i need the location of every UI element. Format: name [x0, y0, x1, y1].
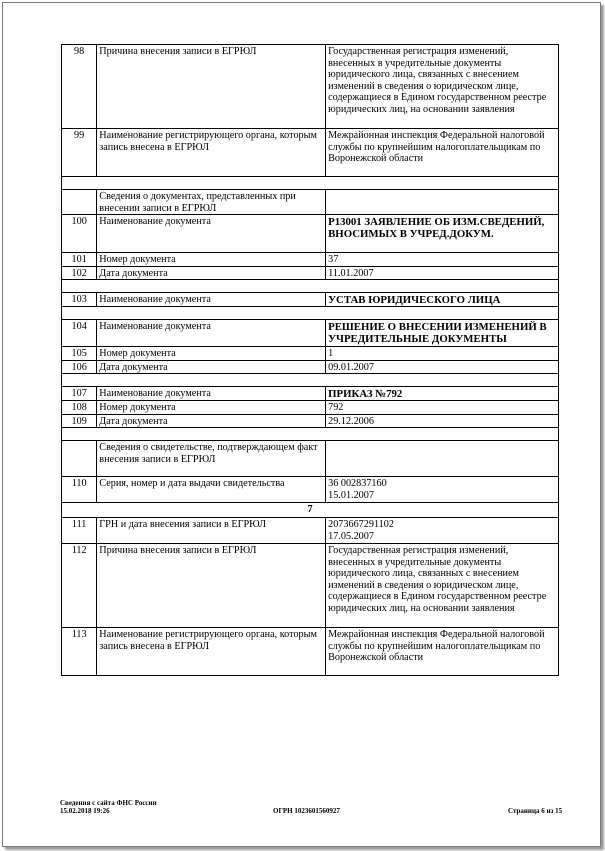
row-label: Дата документа [97, 360, 326, 374]
row-value: 29.12.2006 [326, 414, 559, 428]
row-value: Государственная регистрация изменений, внесенных в учредительные документы юридического лица, связанных с внесением изменений в сведения о юридическом лице, содержащиеся в Едином государственном реестре юридических лиц, на основании заявления [326, 544, 559, 628]
footer-source-line1: Сведения с сайта ФНС России [60, 799, 157, 807]
row-number: 103 [62, 293, 97, 307]
footer-page-number: Страница 6 из 15 [508, 807, 563, 815]
row-value: ПРИКАЗ №792 [326, 387, 559, 401]
row-number: 101 [62, 253, 97, 267]
row-number: 112 [62, 544, 97, 628]
docs-section-header: Сведения о документах, представленных при внесении записи в ЕГРЮЛ [97, 190, 326, 215]
table-row [62, 320, 559, 347]
row-number: 105 [62, 347, 97, 361]
row-value: Р13001 ЗАЯВЛЕНИЕ ОБ ИЗМ.СВЕДЕНИЙ, ВНОСИМЫХ В УЧРЕД.ДОКУМ. [326, 215, 559, 253]
grn-date: 17.05.2007 [328, 530, 374, 542]
table-row [62, 45, 559, 129]
row-label: Наименование документа [97, 215, 326, 253]
table-row [62, 414, 559, 428]
row-value: 11.01.2007 [326, 266, 559, 280]
row-value: 792 [326, 401, 559, 415]
row-value: Межрайонная инспекция Федеральной налоговой службы по крупнейшим налогоплательщикам по Воронежской области [326, 628, 559, 676]
row-value: 37 [326, 253, 559, 267]
row-label: Причина внесения записи в ЕГРЮЛ [97, 45, 326, 129]
row-number: 102 [62, 266, 97, 280]
spacer-row [62, 428, 559, 441]
row-number: 106 [62, 360, 97, 374]
row-number: 99 [62, 129, 97, 177]
table-row [62, 266, 559, 280]
row-value: РЕШЕНИЕ О ВНЕСЕНИИ ИЗМЕНЕНИЙ В УЧРЕДИТЕЛЬНЫЕ ДОКУМЕНТЫ [326, 320, 559, 347]
table-row [62, 544, 559, 628]
row-number: 108 [62, 401, 97, 415]
cert-section-header: Сведения о свидетельстве, подтверждающем факт внесения записи в ЕГРЮЛ [97, 441, 326, 477]
row-value: Государственная регистрация изменений, внесенных в учредительные документы юридического лица, связанных с внесением изменений в сведения о юридическом лице, содержащиеся в Едином государственном реестре юридических лиц, на основании заявления [326, 45, 559, 129]
table-row [62, 360, 559, 374]
row-label: Наименование документа [97, 387, 326, 401]
footer-source-line2: 15.02.2018 19:26 [60, 807, 110, 815]
table-row [62, 518, 559, 544]
row-number: 104 [62, 320, 97, 347]
egrul-table [61, 44, 559, 676]
row-number: 98 [62, 45, 97, 129]
row-label: Наименование документа [97, 320, 326, 347]
row-label: Дата документа [97, 414, 326, 428]
table-row [62, 628, 559, 676]
table-row [62, 387, 559, 401]
row-number: 107 [62, 387, 97, 401]
row-value: 1 [326, 347, 559, 361]
section-number: 7 [62, 503, 559, 518]
row-number: 110 [62, 477, 97, 503]
table-row [62, 190, 559, 215]
table-row [62, 477, 559, 503]
document-page [2, 2, 601, 847]
certificate-number: 36 002837160 [328, 478, 387, 489]
row-label: Номер документа [97, 253, 326, 267]
table-row [62, 347, 559, 361]
table-row [62, 215, 559, 253]
row-label: Наименование документа [97, 293, 326, 307]
row-label: ГРН и дата внесения записи в ЕГРЮЛ [97, 518, 326, 544]
row-label: Наименование регистрирующего органа, которым запись внесена в ЕГРЮЛ [97, 628, 326, 676]
row-number: 113 [62, 628, 97, 676]
table-row [62, 293, 559, 307]
row-label: Наименование регистрирующего органа, которым запись внесена в ЕГРЮЛ [97, 129, 326, 177]
row-value: УСТАВ ЮРИДИЧЕСКОГО ЛИЦА [326, 293, 559, 307]
certificate-date: 15.01.2007 [328, 489, 374, 501]
spacer-row [62, 374, 559, 387]
table-row [62, 441, 559, 477]
footer-ogrn: ОГРН 1023601560927 [273, 807, 340, 815]
spacer-row [62, 177, 559, 190]
row-value: 09.01.2007 [326, 360, 559, 374]
row-number: 111 [62, 518, 97, 544]
row-number: 100 [62, 215, 97, 253]
row-label: Дата документа [97, 266, 326, 280]
row-value: Межрайонная инспекция Федеральной налоговой службы по крупнейшим налогоплательщикам по Воронежской области [326, 129, 559, 177]
grn-number: 2073667291102 [328, 519, 394, 530]
spacer-row [62, 307, 559, 320]
table-row [62, 129, 559, 177]
row-label: Серия, номер и дата выдачи свидетельства [97, 477, 326, 503]
table-row [62, 253, 559, 267]
footer-source [60, 799, 157, 815]
row-label: Причина внесения записи в ЕГРЮЛ [97, 544, 326, 628]
section-row [62, 503, 559, 518]
spacer-row [62, 280, 559, 293]
row-label: Номер документа [97, 401, 326, 415]
row-label: Номер документа [97, 347, 326, 361]
row-number: 109 [62, 414, 97, 428]
table-row [62, 401, 559, 415]
